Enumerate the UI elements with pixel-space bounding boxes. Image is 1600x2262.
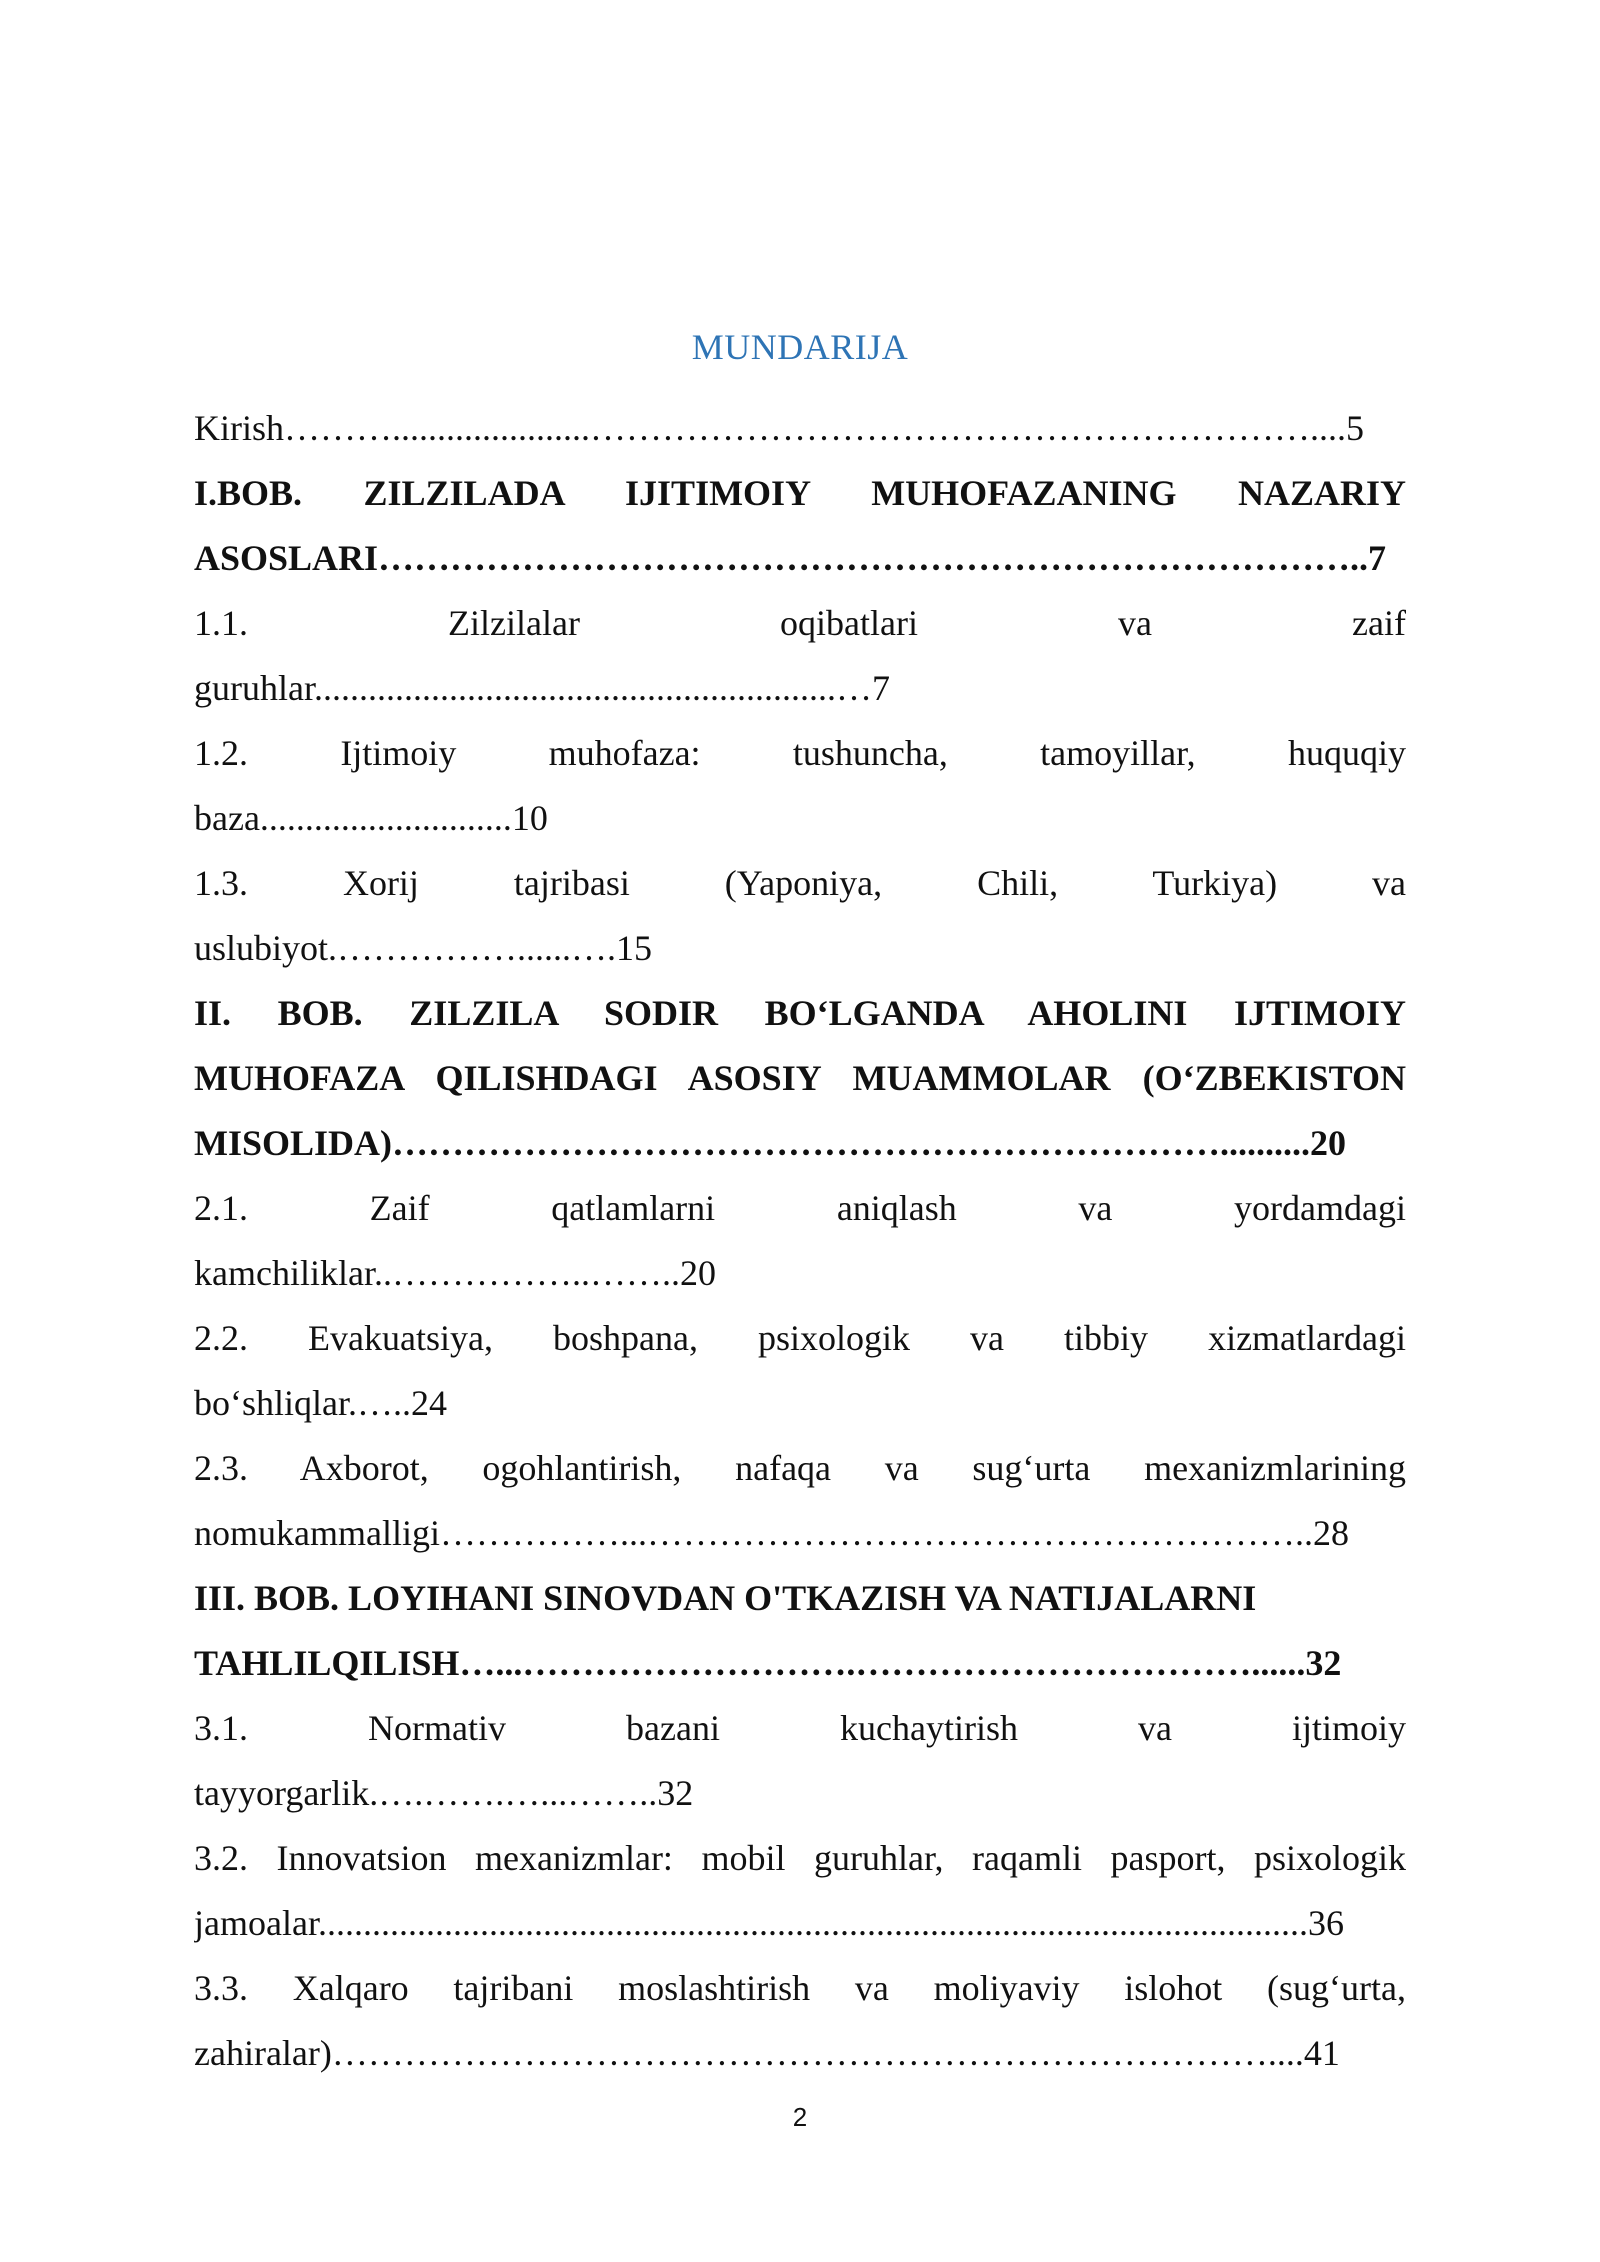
toc-line: MISOLIDA)……………………………………………………………..........20 [194,1123,1347,1163]
toc-line: 1.3. Xorij tajribasi (Yaponiya, Chili, Turkiya) va [194,863,1406,903]
toc-line: 2.1. Zaif qatlamlarni aniqlash va yordamdagi [194,1188,1406,1228]
toc-line: nomukammalligi……………...………………………………………………..28 [194,1513,1349,1553]
toc-line: 1.1. Zilzilalar oqibatlari va zaif [194,603,1406,643]
toc-line: MUHOFAZA QILISHDAGI ASOSIY MUAMMOLAR (O‘ZBEKISTON [194,1058,1406,1098]
toc-line: II. BOB. ZILZILA SODIR BO‘LGANDA AHOLINI IJTIMOIY [194,993,1406,1033]
toc-line: 1.2. Ijtimoiy muhofaza: tushuncha, tamoyillar, huquqiy [194,733,1406,773]
toc-line: III. BOB. LOYIHANI SINOVDAN O'TKAZISH VA NATIJALARNI [194,1578,1257,1618]
toc-line: 2.3. Axborot, ogohlantirish, nafaqa va sug‘urta mexanizmlarining [194,1448,1406,1488]
toc-line: 2.2. Evakuatsiya, boshpana, psixologik va tibbiy xizmatlardagi [194,1318,1406,1358]
toc-line: I.BOB. ZILZILADA IJITIMOIY MUHOFAZANING NAZARIY [194,473,1406,513]
toc-line: 3.2. Innovatsion mexanizmlar: mobil guruhlar, raqamli pasport, psixologik [194,1838,1406,1878]
toc-line: baza............................10 [194,798,548,838]
toc-line: jamoalar..............................................................................................................36 [194,1903,1344,1943]
toc-line: TAHLILQILISH…...……………………….……………………………......32 [194,1643,1342,1683]
table-of-contents [194,396,1406,2086]
toc-line: guruhlar..........................................................…7 [194,668,890,708]
toc-line: kamchiliklar..……………..……..20 [194,1253,716,1293]
toc-line: 3.3. Xalqaro tajribani moslashtirish va moliyaviy islohot (sug‘urta, [194,1968,1406,2008]
page-number: 2 [792,2102,808,2132]
toc-line: Kirish………......................……………………………………………………....5 [194,408,1364,448]
toc-line: tayyorgarlik.….…….…...……..32 [194,1773,694,1813]
toc-line: ASOSLARI………………………………………………………………………..7 [194,538,1387,578]
toc-line: zahiralar)……………………………………………………………………....41 [194,2033,1340,2073]
toc-line: bo‘shliqlar.…..24 [194,1383,447,1423]
toc-line: uslubiyot.……………......….15 [194,928,653,968]
toc-line: 3.1. Normativ bazani kuchaytirish va ijtimoiy [194,1708,1406,1748]
toc-title: MUNDARIJA [691,327,909,367]
